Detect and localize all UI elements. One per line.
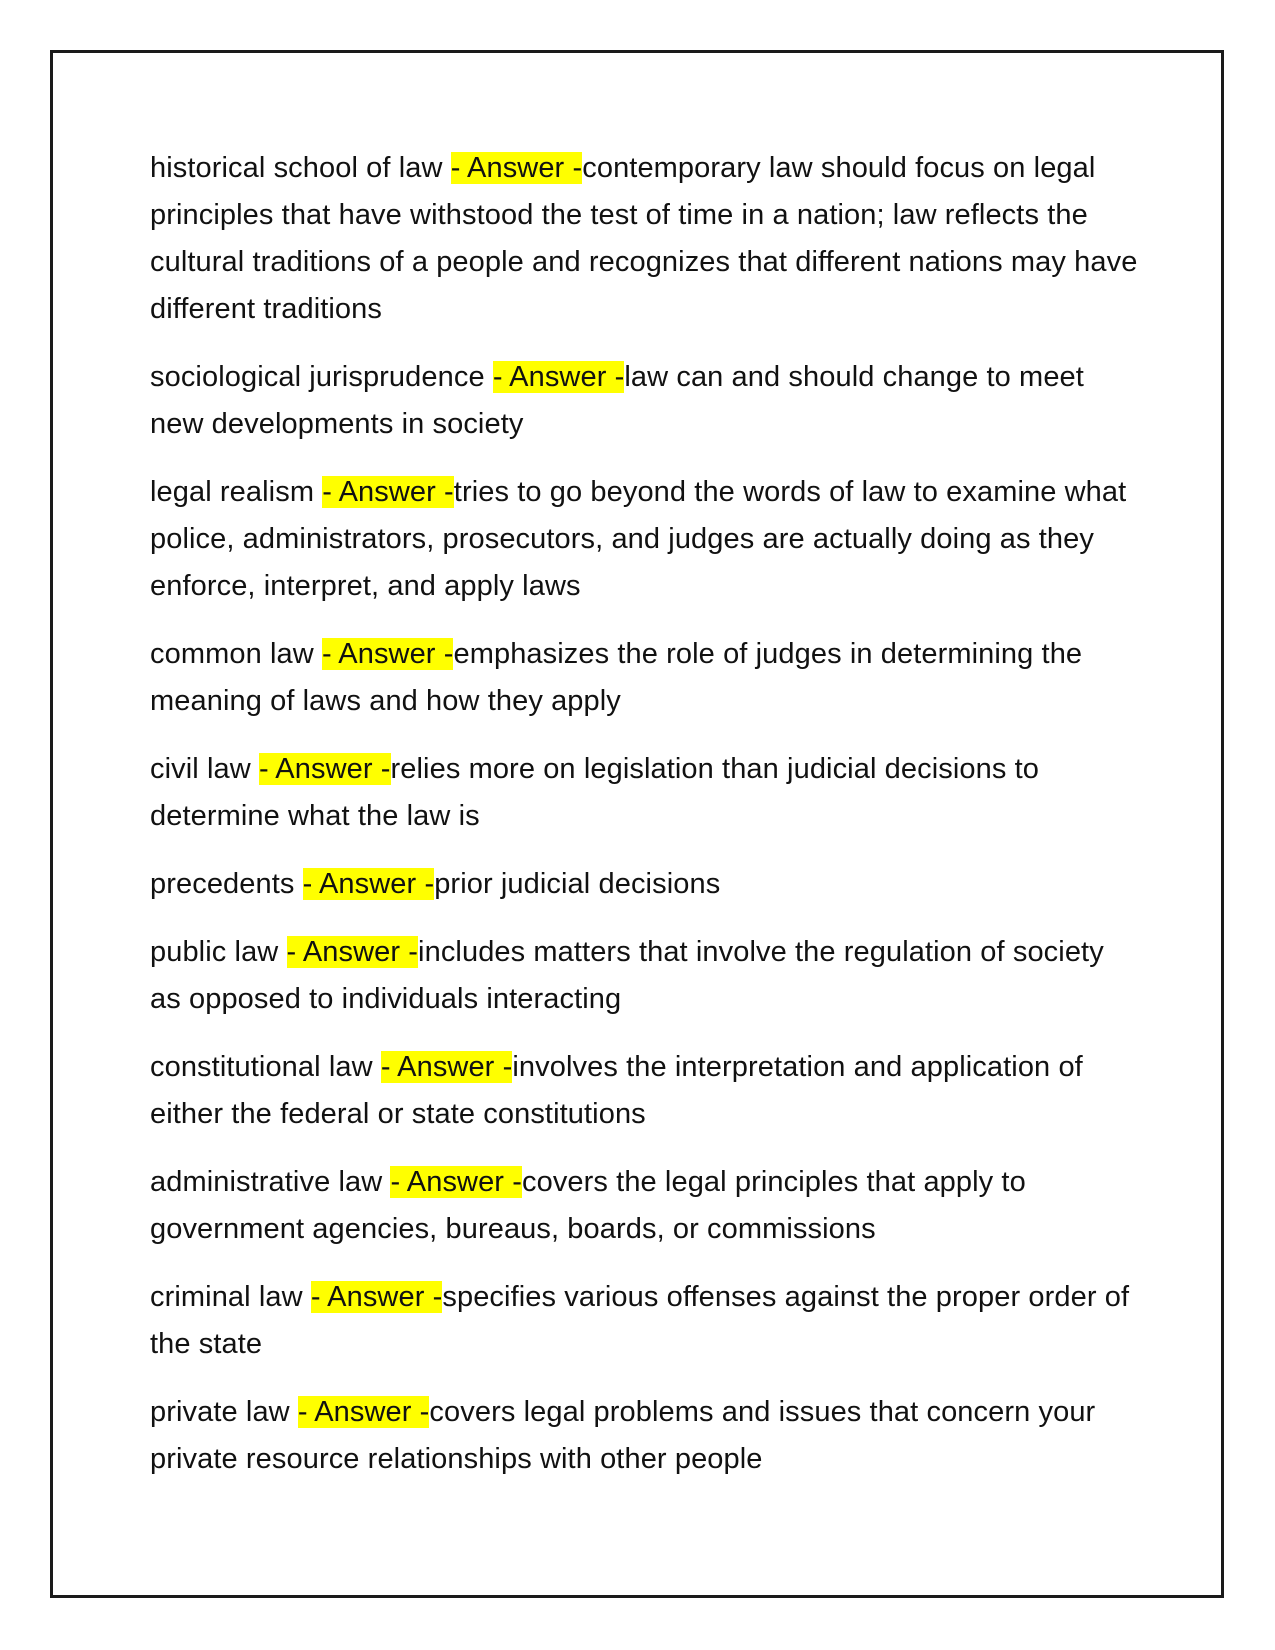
entry-definition: tries to go beyond the words of law to examine what police, administrators, prosecutors, and judges are actually doing as they enforce, interpret, and apply laws xyxy=(150,476,1127,602)
entry-definition: includes matters that involve the regulation of society as opposed to individuals interacting xyxy=(150,936,1104,1015)
entry-term: sociological jurisprudence xyxy=(150,361,485,393)
entry-definition: covers legal problems and issues that concern your private resource relationships with other people xyxy=(150,1396,1096,1475)
entry-public-law xyxy=(150,929,1140,1023)
entry-private-law xyxy=(150,1389,1140,1483)
entry-term: common law xyxy=(150,638,314,670)
entry-common-law xyxy=(150,631,1140,725)
answer-separator: - Answer - xyxy=(297,1396,430,1428)
entry-definition: involves the interpretation and application of either the federal or state constitutions xyxy=(150,1051,1083,1130)
answer-separator: - Answer - xyxy=(450,152,583,184)
answer-separator: - Answer - xyxy=(322,476,454,508)
entry-definition: prior judicial decisions xyxy=(434,868,721,900)
entry-definition: relies more on legislation than judicial decisions to determine what the law is xyxy=(150,753,1039,832)
entry-term: constitutional law xyxy=(150,1051,373,1083)
entry-constitutional-law xyxy=(150,1044,1140,1138)
answer-separator: - Answer - xyxy=(390,1166,522,1198)
entry-term: civil law xyxy=(150,753,251,785)
entry-term: historical school of law xyxy=(150,152,443,184)
answer-separator: - Answer - xyxy=(492,361,625,393)
entry-criminal-law xyxy=(150,1274,1140,1368)
entry-definition: contemporary law should focus on legal principles that have withstood the test of time in a nation; law reflects the cultural traditions of a people and recognizes that different nations may have different traditions xyxy=(150,152,1138,325)
entry-term: private law xyxy=(150,1396,290,1428)
answer-separator: - Answer - xyxy=(310,1281,443,1313)
entry-definition: emphasizes the role of judges in determining the meaning of laws and how they apply xyxy=(150,638,1083,717)
entry-term: public law xyxy=(150,936,279,968)
answer-separator: - Answer - xyxy=(286,936,419,968)
entry-historical-school-of-law xyxy=(150,145,1140,333)
answer-separator: - Answer - xyxy=(302,868,435,900)
entry-definition: law can and should change to meet new developments in society xyxy=(150,361,1084,440)
entry-precedents xyxy=(150,861,1140,908)
entry-term: precedents xyxy=(150,868,295,900)
entry-definition: specifies various offenses against the proper order of the state xyxy=(150,1281,1130,1360)
answer-separator: - Answer - xyxy=(321,638,454,670)
entry-term: criminal law xyxy=(150,1281,303,1313)
entry-sociological-jurisprudence xyxy=(150,354,1140,448)
entry-administrative-law xyxy=(150,1159,1140,1253)
entry-term: administrative law xyxy=(150,1166,383,1198)
flashcard-list xyxy=(150,145,1140,1504)
entry-legal-realism xyxy=(150,469,1140,610)
entry-term: legal realism xyxy=(150,476,315,508)
entry-definition: covers the legal principles that apply to government agencies, bureaus, boards, or commissions xyxy=(150,1166,1026,1245)
answer-separator: - Answer - xyxy=(258,753,391,785)
entry-civil-law xyxy=(150,746,1140,840)
answer-separator: - Answer - xyxy=(380,1051,513,1083)
